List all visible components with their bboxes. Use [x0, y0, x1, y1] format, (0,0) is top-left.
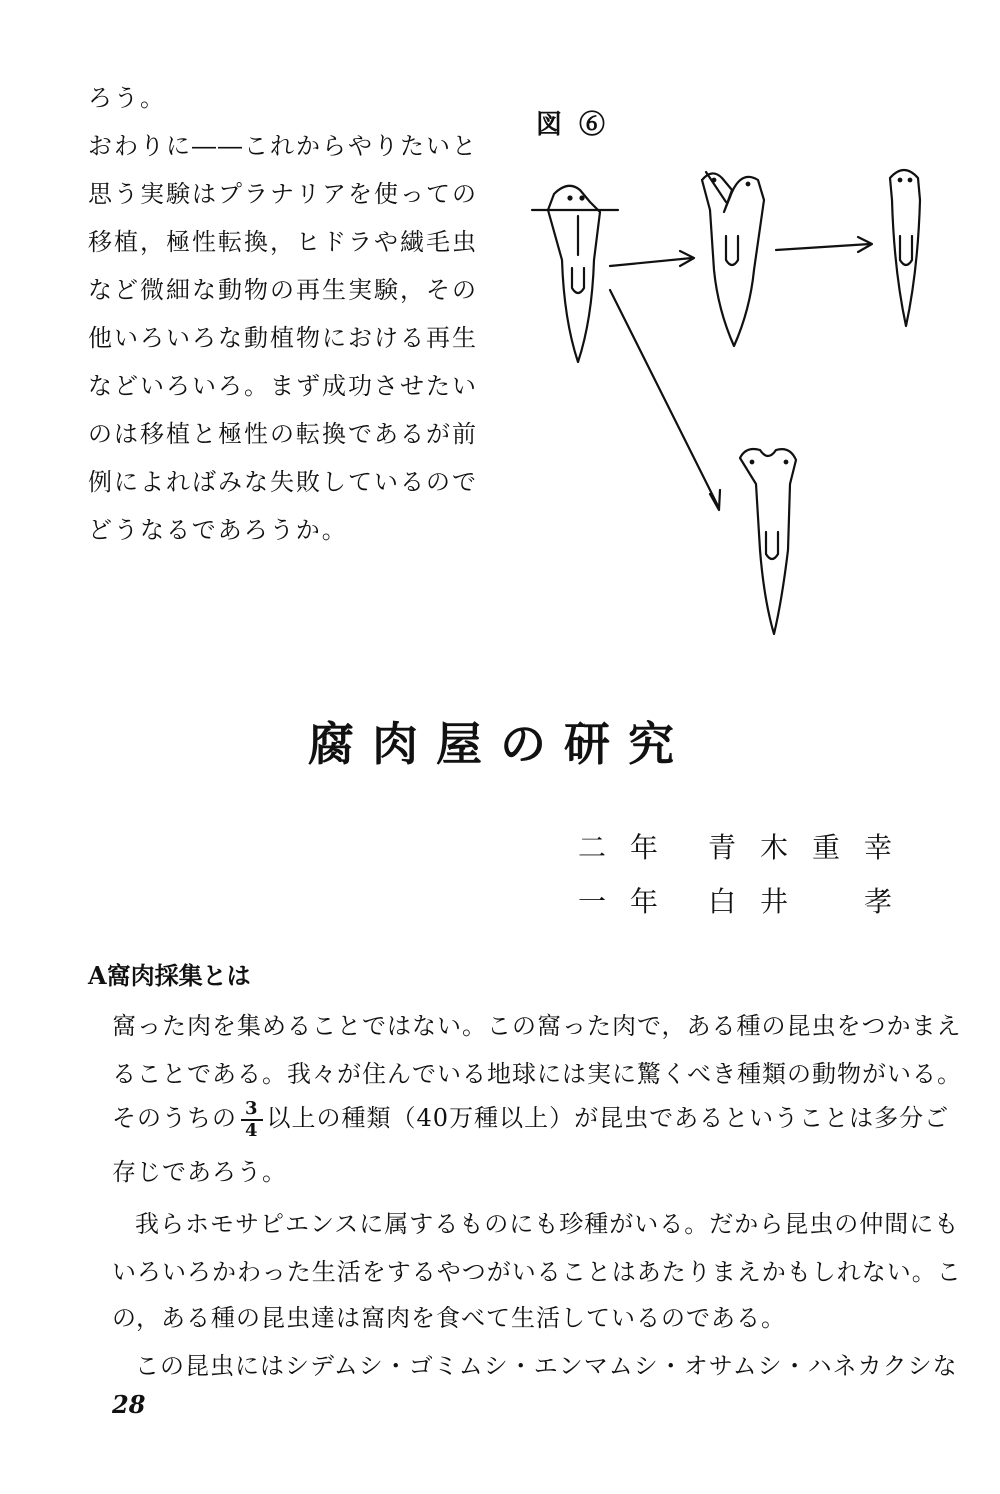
- text-segment: そのうちの: [112, 1104, 237, 1132]
- article-title: 腐肉屋の研究: [308, 717, 692, 771]
- text-line-with-fraction: [112, 1098, 949, 1141]
- arrow-diagonal: [610, 290, 720, 510]
- fraction: [241, 1099, 263, 1141]
- author-line: [578, 880, 916, 920]
- author-grade: 一年: [578, 885, 683, 918]
- arrow-right-2: [776, 237, 872, 252]
- section-heading: A窩肉採集とは: [88, 961, 251, 990]
- text-line: いろいろかわった生活をするやつがいることはあたりまえかもしれない。こ: [112, 1258, 962, 1286]
- author-name: 青木重幸: [708, 831, 917, 864]
- text-line: ることである。我々が住んでいる地球には実に驚くべき種類の動物がいる。: [112, 1060, 962, 1088]
- arrow-right-1: [610, 251, 694, 266]
- author-line: [578, 826, 916, 866]
- text-line: 思う実験はプラナリアを使っての: [88, 180, 478, 208]
- text-line: など微細な動物の再生実験，その: [88, 276, 478, 304]
- planaria-drawing-bottom: [740, 449, 796, 634]
- fraction-numerator: 3: [241, 1099, 263, 1121]
- text-line: この昆虫にはシデムシ・ゴミムシ・エンマムシ・オサムシ・ハネカクシな: [135, 1352, 958, 1380]
- planaria-drawing-cut: [532, 186, 618, 362]
- text-line: ろう。: [88, 84, 166, 112]
- text-line: 移植，極性転換，ヒドラや繊毛虫: [88, 228, 478, 256]
- text-line: 例によればみな失敗しているので: [88, 468, 478, 496]
- text-line: などいろいろ。まず成功させたい: [88, 372, 478, 400]
- author-name: 白井 孝: [708, 885, 917, 918]
- fraction-denominator: 4: [245, 1119, 259, 1141]
- text-segment: 以上の種類（40万種以上）が昆虫であるということは多分ご: [266, 1104, 950, 1132]
- text-line: のは移植と極性の転換であるが前: [88, 420, 478, 448]
- planaria-drawing-two-heads: [702, 172, 764, 346]
- page-number: 28: [112, 1390, 146, 1419]
- text-line: の，ある種の昆虫達は窩肉を食べて生活しているのである。: [112, 1304, 787, 1332]
- text-line: 窩った肉を集めることではない。この窩った肉で，ある種の昆虫をつかまえ: [112, 1012, 962, 1040]
- author-grade: 二年: [578, 831, 683, 864]
- text-line: おわりに――これからやりたいと: [88, 132, 478, 160]
- text-line: 他いろいろな動植物における再生: [88, 324, 478, 352]
- text-line: 我らホモサピエンスに属するものにも珍種がいる。だから昆虫の仲間にも: [135, 1210, 960, 1238]
- text-line: どうなるであろうか。: [88, 516, 348, 544]
- planaria-drawing-regenerated: [890, 170, 920, 326]
- text-line: 存じであろう。: [112, 1158, 287, 1186]
- planaria-figure: [520, 150, 940, 650]
- figure-label: 図 ⑥: [536, 110, 610, 140]
